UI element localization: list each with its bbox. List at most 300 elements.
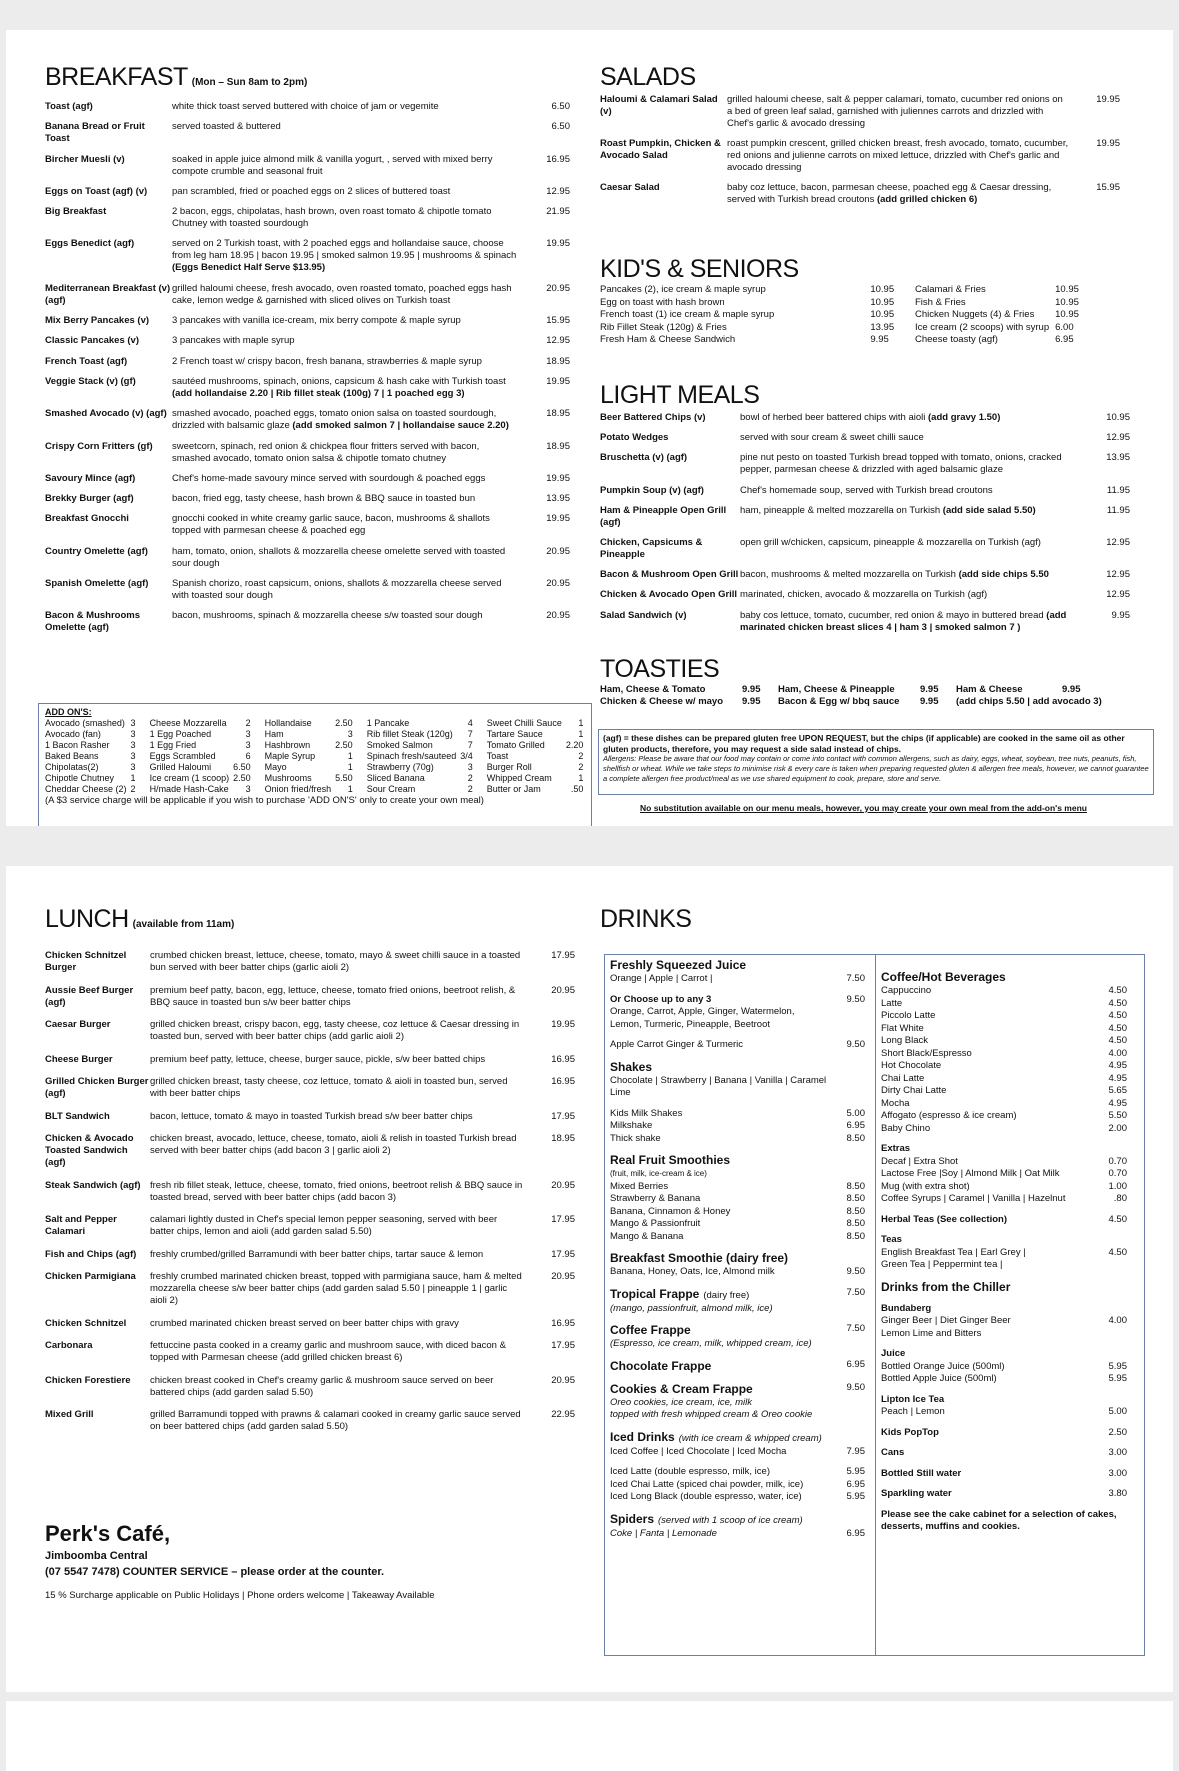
- menu-item-desc: 3 pancakes with maple syrup: [172, 335, 295, 347]
- menu-item-desc: bowl of herbed beer battered chips with aioli (add gravy 1.50): [740, 412, 1001, 423]
- addon-row: Baked Beans 3 Eggs Scrambled 6 Maple Syrup 1 Spinach fresh/sauteed 3/4 Toast 2: [45, 751, 584, 761]
- menu-item: [45, 376, 570, 400]
- menu-item: [600, 537, 1130, 561]
- menu-item: [45, 1111, 575, 1123]
- menu-item: [45, 335, 570, 347]
- drink-item: Mango & Passionfruit 8.50: [610, 1218, 865, 1229]
- cafe-phone: (07 5547 7478) COUNTER SERVICE – please order at the counter.: [45, 1566, 385, 1578]
- menu-item-price: 19.95: [546, 472, 570, 484]
- drink-price: 5.95: [1108, 1373, 1127, 1384]
- drink-price: 9.50: [846, 1381, 865, 1393]
- addon-row: Cheddar Cheese (2) 2 H/made Hash-Cake 3 Onion fried/fresh 1 Sour Cream 2 Butter or Jam .50: [45, 784, 584, 794]
- drink-item: Shakes: [610, 1059, 653, 1074]
- menu-item: [600, 485, 1130, 497]
- drink-price: 8.50: [846, 1205, 865, 1217]
- menu-item-desc: calamari lightly dusted in Chef's special lemon pepper seasoning, served with beer batter chips, lemon and aioli (add garden salad 5.50): [150, 1214, 498, 1237]
- drink-price: 5.95: [846, 1491, 865, 1502]
- drink-price: 7.50: [846, 973, 865, 984]
- menu-item-name: French Toast (agf): [45, 355, 128, 367]
- lunch-hours: (available from 11am): [132, 919, 235, 930]
- menu-item-price: 16.95: [551, 1053, 575, 1065]
- drink-item: Mango & Banana 8.50: [610, 1230, 865, 1242]
- drink-item: Green Tea | Peppermint tea |: [881, 1259, 1003, 1270]
- drinks-right-column: [881, 970, 1127, 1534]
- menu-item-name: Caesar Salad: [600, 182, 660, 193]
- menu-item-price: 17.95: [551, 1214, 575, 1225]
- menu-item-desc: Chef's home-made savoury mince served with sourdough & poached eggs: [172, 472, 486, 484]
- menu-item-price: 12.95: [1106, 589, 1130, 601]
- drink-price: 7.50: [846, 1286, 865, 1298]
- drink-item: Breakfast Smoothie (dairy free): [610, 1251, 789, 1265]
- menu-item-name: Veggie Stack (v) (gf): [45, 375, 136, 387]
- drink-price: 1.00: [1108, 1180, 1127, 1192]
- menu-item-name: Mediterranean Breakfast (v) (agf): [45, 282, 171, 306]
- menu-item-name: Chicken & Avocado Open Grill: [600, 589, 738, 601]
- menu-item-desc: pan scrambled, fried or poached eggs on 2 slices of buttered toast: [172, 185, 451, 197]
- drink-item: Lipton Ice Tea: [881, 1393, 945, 1405]
- cafe-name: Perk's Café,: [45, 1521, 171, 1546]
- allergen-note: Allergens: Please be aware that our food may contain or come into contact with common allergens, such as dairy, eggs, wheat, soybean, tree nuts, peanuts, fish, shellfish or wheat. While we take steps to minimise risk & every care is taken when preparing requested gluten & allergen free meals, however, we cannot guarantee a complete allergen free product/meal as we use shared equipment to cook, prepare, store and serve.: [603, 754, 1149, 783]
- menu-item: [45, 493, 570, 505]
- menu-item-price: 17.95: [551, 1110, 575, 1122]
- kids-item: French toast (1) ice cream & maple syrup 10.95: [600, 309, 895, 320]
- drink-item: Thick shake 8.50: [610, 1132, 865, 1144]
- drink-item: Lactose Free |Soy | Almond Milk | Oat Milk 0.70: [881, 1168, 1127, 1179]
- menu-item-name: Spanish Omelette (agf): [45, 578, 149, 590]
- no-substitution-note: No substitution available on our menu meals, however, you may create your own meal from the add-on's menu: [640, 803, 1087, 813]
- drink-item: Hot Chocolate 4.95: [881, 1060, 1127, 1071]
- menu-page-1: [6, 30, 1173, 826]
- menu-item-name: BLT Sandwich: [45, 1110, 110, 1122]
- menu-item-name: Breakfast Gnocchi: [45, 513, 129, 525]
- drink-price: 9.50: [846, 1039, 865, 1050]
- menu-item-desc: ham, pineapple & melted mozzarella on Turkish (add side salad 5.50): [740, 504, 1036, 516]
- drink-item: Peach | Lemon 5.00: [881, 1406, 1127, 1417]
- menu-item: [45, 1076, 575, 1100]
- drink-price: 3.80: [1108, 1488, 1127, 1499]
- menu-item-desc: baby coz lettuce, bacon, parmesan cheese, poached egg & Caesar dressing, served with Turkish bread croutons (add grilled chicken 6): [727, 182, 1052, 205]
- toasties-section: [600, 654, 1130, 708]
- menu-item-name: Bacon & Mushrooms Omelette (agf): [45, 610, 141, 634]
- drink-price: 8.50: [846, 1132, 865, 1144]
- menu-item-price: 12.95: [1106, 432, 1130, 444]
- drink-item: Cookies & Cream Frappe 9.50: [610, 1381, 865, 1396]
- drink-item: Cappuccino 4.50: [881, 985, 1127, 996]
- kids-item: Fresh Ham & Cheese Sandwich 9.95: [600, 334, 889, 345]
- menu-item: [45, 315, 570, 327]
- menu-item: [600, 505, 1130, 529]
- drink-item: Chai Latte 4.95: [881, 1072, 1127, 1084]
- menu-item-desc: roast pumpkin crescent, grilled chicken breast, fresh avocado, tomato, cucumber, red onions and julienne carrots on mixed lettuce, drizzled with Chef's garlic and avocado dressing: [727, 138, 1069, 173]
- menu-item-price: 13.95: [1106, 452, 1130, 464]
- drink-item: Lemon Lime and Bitters: [881, 1327, 982, 1339]
- drink-item: Latte 4.50: [881, 997, 1127, 1009]
- drink-item: Bundaberg: [881, 1302, 932, 1314]
- menu-item-desc: white thick toast served buttered with choice of jam or vegemite: [172, 101, 439, 112]
- menu-item-desc: smashed avocado, poached eggs, tomato onion salsa on toasted sourdough, drizzled with balsamic glaze (add smoked salmon 7 | hollandaise sauce 2.20): [172, 408, 509, 432]
- drink-item: Banana, Cinnamon & Honey 8.50: [610, 1205, 865, 1217]
- menu-item: [45, 950, 575, 974]
- drink-price: 8.50: [846, 1180, 865, 1192]
- kids-left-list: [600, 284, 915, 347]
- menu-item: [600, 589, 1130, 601]
- menu-item-price: 21.95: [546, 206, 570, 218]
- menu-item: [45, 101, 570, 113]
- menu-item-name: Bacon & Mushroom Open Grill: [600, 569, 739, 581]
- menu-item-name: Smashed Avocado (v) (agf): [45, 408, 167, 420]
- drink-item: Juice: [881, 1348, 906, 1359]
- menu-item: [600, 452, 1130, 476]
- menu-item-name: Country Omelette (agf): [45, 545, 148, 557]
- menu-item-desc: freshly crumbed/grilled Barramundi with beer batter chips, tartar sauce & lemon: [150, 1248, 484, 1260]
- addons-note: (A $3 service charge will be applicable if you wish to purchase 'ADD ON'S' only to create your own meal): [45, 795, 484, 806]
- menu-item-desc: chicken breast cooked in Chef's creamy garlic & mushroom sauce served on beer battered chips (add garden salad 5.50): [150, 1374, 494, 1398]
- menu-item-desc: 3 pancakes with vanilla ice-cream, mix berry compote & maple syrup: [172, 315, 461, 327]
- drink-item: English Breakfast Tea | Earl Grey | 4.50: [881, 1246, 1127, 1258]
- kids-item: Pancakes (2), ice cream & maple syrup 10.95: [600, 284, 895, 295]
- menu-item-name: Caesar Burger: [45, 1019, 111, 1030]
- menu-item-name: Bruschetta (v) (agf): [600, 452, 688, 464]
- menu-item-desc: grilled haloumi cheese, salt & pepper calamari, tomato, cucumber red onions on a bed of green leaf salad, garnished with juliennes carrots and drizzled with Chef's garlic & avocado dressing: [727, 94, 1063, 129]
- menu-item-desc: grilled haloumi cheese, fresh avocado, oven roasted tomato, poached eggs hash cake, lemon wedge & garnished with sliced olives on Turkish toast: [172, 282, 512, 306]
- drink-item: Coffee Frappe 7.50: [610, 1323, 865, 1337]
- menu-item-desc: pine nut pesto on toasted Turkish bread topped with tomato, onions, cracked pepper, parmesan cheese & drizzled with aged balsamic glaze: [740, 452, 1062, 476]
- drink-item: Or Choose up to any 3 9.50: [610, 993, 865, 1005]
- light-meals-section: [600, 380, 1130, 642]
- menu-item-name: Chicken Schnitzel: [45, 1317, 127, 1329]
- menu-item-price: 16.95: [546, 153, 570, 165]
- menu-item-desc: fettuccine pasta cooked in a creamy garlic and mushroom sauce, with diced bacon & topped with Parmesan cheese (add grilled chicken breast 6): [150, 1340, 506, 1363]
- menu-item: [600, 182, 1120, 206]
- drink-price: 6.95: [846, 1358, 865, 1370]
- drink-item: Lime: [610, 1087, 631, 1098]
- menu-item-name: Chicken & Avocado Toasted Sandwich (agf): [45, 1133, 134, 1168]
- menu-item: [45, 1249, 575, 1261]
- menu-item-price: 18.95: [546, 355, 570, 367]
- drink-item: Apple Carrot Ginger & Turmeric 9.50: [610, 1039, 865, 1050]
- menu-item-price: 16.95: [551, 1076, 575, 1087]
- menu-item-name: Aussie Beef Burger (agf): [45, 984, 134, 1008]
- menu-item: [600, 412, 1130, 424]
- drink-price: 5.00: [846, 1107, 865, 1119]
- drink-price: 4.95: [1108, 1072, 1127, 1084]
- menu-item-desc: grilled Barramundi topped with prawns & calamari cooked in creamy garlic sauce served on beer battered chips (add garden salad 5.50): [150, 1409, 521, 1432]
- drink-item: Mug (with extra shot) 1.00: [881, 1180, 1127, 1192]
- menu-item-name: Eggs on Toast (agf) (v): [45, 185, 148, 197]
- drink-price: 3.00: [1108, 1447, 1127, 1458]
- addon-row: Avocado (fan) 3 1 Egg Poached 3 Ham 3 Rib fillet Steak (120g) 7 Tartare Sauce 1: [45, 729, 584, 739]
- menu-item: [45, 154, 570, 178]
- drink-price: 4.00: [1108, 1047, 1127, 1059]
- drink-price: 5.65: [1108, 1085, 1127, 1096]
- menu-item: [45, 985, 575, 1009]
- drink-item: Herbal Teas (See collection) 4.50: [881, 1213, 1127, 1225]
- drink-item: Oreo cookies, ice cream, ice, milk: [610, 1396, 753, 1408]
- kids-item: Chicken Nuggets (4) & Fries 10.95: [915, 309, 1079, 320]
- menu-item-price: 12.95: [546, 185, 570, 197]
- menu-item: [600, 138, 1120, 174]
- kids-item: Ice cream (2 scoops) with syrup 6.00: [915, 321, 1074, 333]
- menu-page-3: [6, 1701, 1173, 1771]
- menu-item-price: 20.95: [551, 1179, 575, 1191]
- menu-item-name: Big Breakfast: [45, 206, 107, 218]
- menu-item-name: Chicken Schnitzel Burger: [45, 950, 127, 973]
- drink-item: Long Black 4.50: [881, 1035, 1127, 1046]
- drink-item: Iced Latte (double espresso, milk, ice) 5.95: [610, 1466, 865, 1477]
- breakfast-section: [45, 62, 570, 643]
- menu-item-name: Mix Berry Pancakes (v): [45, 315, 150, 327]
- menu-item: [45, 610, 570, 634]
- menu-item-price: 10.95: [1106, 412, 1130, 423]
- drink-item: Orange | Apple | Carrot | 7.50: [610, 973, 865, 984]
- menu-item: [45, 473, 570, 485]
- lunch-title: LUNCH (available from 11am): [45, 905, 235, 933]
- menu-item-name: Haloumi & Calamari Salad (v): [600, 94, 718, 117]
- drink-price: 2.00: [1108, 1122, 1127, 1134]
- drink-price: 7.50: [846, 1323, 865, 1334]
- menu-item-name: Steak Sandwich (agf): [45, 1179, 141, 1191]
- drink-price: 4.50: [1108, 1022, 1127, 1034]
- menu-item: [45, 513, 570, 537]
- menu-item-price: 20.95: [546, 578, 570, 590]
- menu-item: [45, 1180, 575, 1204]
- drink-price: 9.50: [846, 1266, 865, 1277]
- menu-item-desc: bacon, mushrooms, spinach & mozzarella cheese s/w toasted sour dough: [172, 610, 483, 622]
- menu-item-desc: ham, tomato, onion, shallots & mozzarella cheese omelette served with toasted sour dough: [172, 545, 506, 569]
- kids-item: Fish & Fries 10.95: [915, 296, 1079, 308]
- menu-item-price: 19.95: [546, 238, 570, 250]
- menu-item-price: 17.95: [551, 950, 575, 961]
- drink-item: Coffee Syrups | Caramel | Vanilla | Hazelnut .80: [881, 1193, 1127, 1204]
- menu-item: [45, 578, 570, 602]
- drink-item: Lemon, Turmeric, Pineapple, Beetroot: [610, 1018, 771, 1030]
- drink-item: topped with fresh whipped cream & Oreo cookie: [610, 1409, 813, 1420]
- drink-price: 4.95: [1108, 1097, 1127, 1109]
- drink-item: Strawberry & Banana 8.50: [610, 1193, 865, 1204]
- drink-price: 2.50: [1108, 1426, 1127, 1438]
- menu-item: [600, 569, 1130, 581]
- menu-item-desc: sweetcorn, spinach, red onion & chickpea flour fritters served with bacon, smashed avocado, tomato onion salsa & chipotle tomato chutney: [172, 440, 480, 464]
- drink-item: Kids PopTop 2.50: [881, 1426, 1127, 1438]
- cafe-footer: 15 % Surcharge applicable on Public Holidays | Phone orders welcome | Takeaway Available: [45, 1590, 435, 1601]
- menu-item: [45, 408, 570, 432]
- menu-item: [45, 238, 570, 274]
- menu-item-price: 20.95: [546, 610, 570, 622]
- drink-item: Spiders (served with 1 scoop of ice cream): [610, 1511, 803, 1526]
- menu-item-name: Grilled Chicken Burger (agf): [45, 1076, 149, 1099]
- drink-item: (Espresso, ice cream, milk, whipped cream, ice): [610, 1338, 812, 1349]
- menu-item-price: 13.95: [546, 493, 570, 505]
- drink-price: 5.00: [1108, 1406, 1127, 1417]
- menu-item-price: 20.95: [551, 1271, 575, 1282]
- gluten-note: (agf) = these dishes can be prepared gluten free UPON REQUEST, but the chips (if applicable) are cooked in the same oil as other gluten products, therefore, you may request a side salad instead of chips.: [603, 733, 1125, 754]
- menu-item-desc: premium beef patty, bacon, egg, lettuce, cheese, tomato fried onions, beetroot relish, & BBQ sauce in toasted bun s/w beer batter chips: [150, 984, 516, 1008]
- menu-item-desc: served with sour cream & sweet chilli sauce: [740, 432, 924, 444]
- menu-item-desc: gnocchi cooked in white creamy garlic sauce, bacon, mushrooms & shallots topped with parmesan cheese & poached egg: [172, 513, 490, 537]
- drink-price: 6.95: [846, 1527, 865, 1539]
- kids-item: Egg on toast with hash brown 10.95: [600, 296, 895, 308]
- menu-item-price: 19.95: [551, 1019, 575, 1030]
- drink-item: Baby Chino 2.00: [881, 1122, 1127, 1134]
- drink-price: 6.95: [846, 1120, 865, 1131]
- breakfast-title: BREAKFAST (Mon – Sun 8am to 2pm): [45, 63, 308, 91]
- menu-item-price: 17.95: [551, 1248, 575, 1260]
- drink-item: Freshly Squeezed Juice: [610, 958, 747, 972]
- menu-item: [45, 546, 570, 570]
- drink-item: Teas: [881, 1234, 902, 1245]
- menu-item-price: 12.95: [546, 335, 570, 347]
- menu-item-name: Eggs Benedict (agf): [45, 238, 135, 250]
- drinks-box: [604, 954, 1145, 1656]
- menu-item: [45, 356, 570, 368]
- menu-item-price: 20.95: [551, 984, 575, 996]
- kids-item: Rib Fillet Steak (120g) & Fries 13.95: [600, 321, 895, 333]
- menu-item-price: 20.95: [551, 1374, 575, 1386]
- drinks-divider: [875, 955, 876, 1655]
- drink-item: Sparkling water 3.80: [881, 1488, 1127, 1499]
- menu-item-name: Roast Pumpkin, Chicken & Avocado Salad: [600, 138, 721, 161]
- menu-item-desc: 2 French toast w/ crispy bacon, fresh banana, strawberries & maple syrup: [172, 355, 482, 367]
- cafe-location: Jimboomba Central: [45, 1550, 148, 1562]
- drinks-left-column: [610, 958, 865, 1540]
- drink-item: Coke | Fanta | Lemonade 6.95: [610, 1527, 865, 1539]
- addons-box: [38, 703, 592, 826]
- menu-item-name: Chicken Parmigiana: [45, 1271, 136, 1282]
- kids-right-list: [915, 284, 1085, 347]
- menu-item-price: 15.95: [1096, 182, 1120, 193]
- light-meals-title: LIGHT MEALS: [600, 381, 760, 409]
- drink-item: Piccolo Latte 4.50: [881, 1010, 1127, 1021]
- kids-item: Cheese toasty (agf) 6.95: [915, 334, 1074, 345]
- menu-item-price: 19.95: [1096, 94, 1120, 105]
- menu-item-name: Savoury Mince (agf): [45, 472, 136, 484]
- menu-item-name: Pumpkin Soup (v) (agf): [600, 484, 704, 496]
- drink-item: Bottled Still water 3.00: [881, 1467, 1127, 1479]
- menu-item-desc: premium beef patty, lettuce, cheese, burger sauce, pickle, s/w beer batted chips: [150, 1053, 486, 1065]
- menu-item-price: 16.95: [551, 1317, 575, 1329]
- menu-item-name: Toast (agf): [45, 101, 93, 112]
- menu-item-name: Cheese Burger: [45, 1053, 113, 1065]
- menu-item-price: 19.95: [1096, 138, 1120, 149]
- drink-price: 0.70: [1108, 1168, 1127, 1179]
- drink-price: 4.50: [1108, 997, 1127, 1009]
- drink-item: Drinks from the Chiller: [881, 1279, 1011, 1294]
- drink-item: Ginger Beer | Diet Ginger Beer 4.00: [881, 1315, 1127, 1326]
- menu-item-desc: open grill w/chicken, capsicum, pineapple & mozzarella on Turkish (agf): [740, 536, 1041, 548]
- drinks-title: DRINKS: [600, 905, 692, 933]
- drink-price: 5.50: [1108, 1110, 1127, 1121]
- menu-item-desc: marinated, chicken, avocado & mozzarella on Turkish (agf): [740, 589, 988, 601]
- menu-item: [45, 1318, 575, 1330]
- drink-item: Flat White 4.50: [881, 1022, 1127, 1034]
- drink-item: Iced Long Black (double espresso, water, ice) 5.95: [610, 1491, 865, 1502]
- menu-item: [45, 121, 570, 145]
- salads-title: SALADS: [600, 63, 696, 91]
- drink-item: Extras: [881, 1143, 911, 1154]
- drink-item: Please see the cake cabinet for a selection of cakes, desserts, muffins and cookies.: [881, 1508, 1117, 1532]
- drink-price: 4.00: [1108, 1315, 1127, 1326]
- kids-item: Calamari & Fries 10.95: [915, 284, 1079, 295]
- toasties-row-2: Chicken & Cheese w/ mayo 9.95 Bacon & Egg w/ bbq sauce 9.95 (add chips 5.50 | add avocado 3): [600, 696, 1102, 707]
- menu-item-name: Brekky Burger (agf): [45, 493, 134, 505]
- menu-item-name: Banana Bread or Fruit Toast: [45, 121, 145, 145]
- menu-item-price: 12.95: [1106, 569, 1130, 581]
- menu-item-desc: bacon, lettuce, tomato & mayo in toasted Turkish bread s/w beer batter chips: [150, 1110, 473, 1122]
- drink-item: Chocolate | Strawberry | Banana | Vanilla | Caramel: [610, 1074, 827, 1086]
- menu-item-name: Salt and Pepper Calamari: [45, 1214, 117, 1237]
- menu-item: [45, 206, 570, 230]
- drink-price: 4.50: [1108, 1246, 1127, 1258]
- menu-item-name: Fish and Chips (agf): [45, 1248, 137, 1260]
- menu-item-desc: grilled chicken breast, crispy bacon, egg, tasty cheese, coz lettuce & Caesar dressing in toasted bun, served with beer batter chips (add garlic aioli 2): [150, 1019, 520, 1042]
- menu-item-name: Mixed Grill: [45, 1409, 94, 1420]
- menu-item-desc: 2 bacon, eggs, chipolatas, hash brown, oven roast tomato & chipotle tomato Chutney with toasted sourdough: [172, 206, 492, 230]
- drink-price: 4.50: [1108, 985, 1127, 996]
- toasties-title: TOASTIES: [600, 655, 720, 683]
- drink-price: 8.50: [846, 1230, 865, 1242]
- menu-item-price: 11.95: [1106, 504, 1130, 516]
- drink-price: 4.50: [1108, 1213, 1127, 1225]
- drink-item: Dirty Chai Latte 5.65: [881, 1085, 1127, 1096]
- menu-item-name: Chicken Forestiere: [45, 1374, 131, 1386]
- drink-item: Iced Coffee | Iced Chocolate | Iced Mocha 7.95: [610, 1445, 865, 1457]
- drink-item: Kids Milk Shakes 5.00: [610, 1107, 865, 1119]
- menu-item-desc: Chef's homemade soup, served with Turkish bread croutons: [740, 484, 993, 496]
- menu-item: [45, 1019, 575, 1043]
- menu-item-desc: crumbed marinated chicken breast served on beer batter chips with gravy: [150, 1317, 459, 1329]
- menu-item: [45, 1409, 575, 1433]
- drink-item: Bottled Orange Juice (500ml) 5.95: [881, 1360, 1127, 1372]
- menu-item-price: 15.95: [546, 315, 570, 327]
- menu-item-desc: Spanish chorizo, roast capsicum, onions, shallots & mozzarella cheese served with toasted sour dough: [172, 578, 502, 602]
- addon-row: Chipotle Chutney 1 Ice cream (1 scoop) 2.50 Mushrooms 5.50 Sliced Banana 2 Whipped Cream 1: [45, 773, 584, 783]
- addon-row: Chipolatas(2) 3 Grilled Haloumi 6.50 Mayo 1 Strawberry (70g) 3 Burger Roll 2: [45, 762, 584, 772]
- menu-item-desc: fresh rib fillet steak, lettuce, cheese, tomato, fried onions, beetroot relish & BBQ sauce in toasted bread, served with beer batter chips (add bacon 3): [150, 1179, 523, 1203]
- menu-item-name: Chicken, Capsicums & Pineapple: [600, 536, 703, 560]
- menu-item-desc: grilled chicken breast, tasty cheese, coz lettuce, tomato & aioli in toasted bun, served with beer batter chips: [150, 1076, 508, 1099]
- addon-row: Avocado (smashed) 3 Cheese Mozzarella 2 Hollandaise 2.50 1 Pancake 4 Sweet Chilli Sauce 1: [45, 718, 584, 728]
- menu-item: [45, 1340, 575, 1364]
- breakfast-hours: (Mon – Sun 8am to 2pm): [191, 77, 308, 88]
- drink-price: 4.50: [1108, 1035, 1127, 1046]
- salads-section: [600, 62, 1120, 214]
- drink-item: (fruit, milk, ice-cream & ice): [610, 1169, 707, 1178]
- drink-item: Mixed Berries 8.50: [610, 1180, 865, 1192]
- menu-item-price: 18.95: [546, 440, 570, 452]
- drink-item: Banana, Honey, Oats, Ice, Almond milk 9.50: [610, 1266, 865, 1277]
- addon-row: 1 Bacon Rasher 3 1 Egg Fried 3 Hashbrown 2.50 Smoked Salmon 7 Tomato Grilled 2.20: [45, 740, 584, 750]
- menu-item: [45, 283, 570, 307]
- menu-item-desc: bacon, fried egg, tasty cheese, hash brown & BBQ sauce in toasted bun: [172, 493, 476, 505]
- menu-item-desc: baby cos lettuce, tomato, cucumber, red onion & mayo in buttered bread (add marinated chicken breast slices 4 | ham 3 | smoked salmon 7 ): [740, 609, 1067, 633]
- drink-price: 4.50: [1108, 1010, 1127, 1021]
- menu-item-name: Ham & Pineapple Open Grill (agf): [600, 504, 727, 528]
- menu-item-price: 18.95: [551, 1133, 575, 1144]
- menu-item: [45, 1133, 575, 1169]
- addons-table: [45, 718, 597, 795]
- addons-title: ADD ON'S:: [45, 707, 92, 717]
- menu-item-name: Bircher Muesli (v): [45, 153, 125, 165]
- drink-price: 9.50: [846, 993, 865, 1005]
- menu-item-desc: crumbed chicken breast, lettuce, cheese, tomato, mayo & sweet chilli sauce in a toasted bun served with beer batter chips (garlic aioli 2): [150, 950, 521, 973]
- menu-item-name: Carbonara: [45, 1340, 93, 1351]
- drink-item: Mocha 4.95: [881, 1097, 1127, 1109]
- drink-price: 5.95: [1108, 1360, 1127, 1372]
- lunch-section: [45, 904, 575, 1444]
- drink-item: Bottled Apple Juice (500ml) 5.95: [881, 1373, 1127, 1384]
- menu-item-price: 6.50: [551, 101, 570, 112]
- menu-item-desc: served on 2 Turkish toast, with 2 poached eggs and hollandaise sauce, choose from leg ham 18.95 | bacon 19.95 | smoked salmon 19.95 | mushrooms & spinach (Eggs Benedict Half Serve $13.95): [172, 238, 517, 274]
